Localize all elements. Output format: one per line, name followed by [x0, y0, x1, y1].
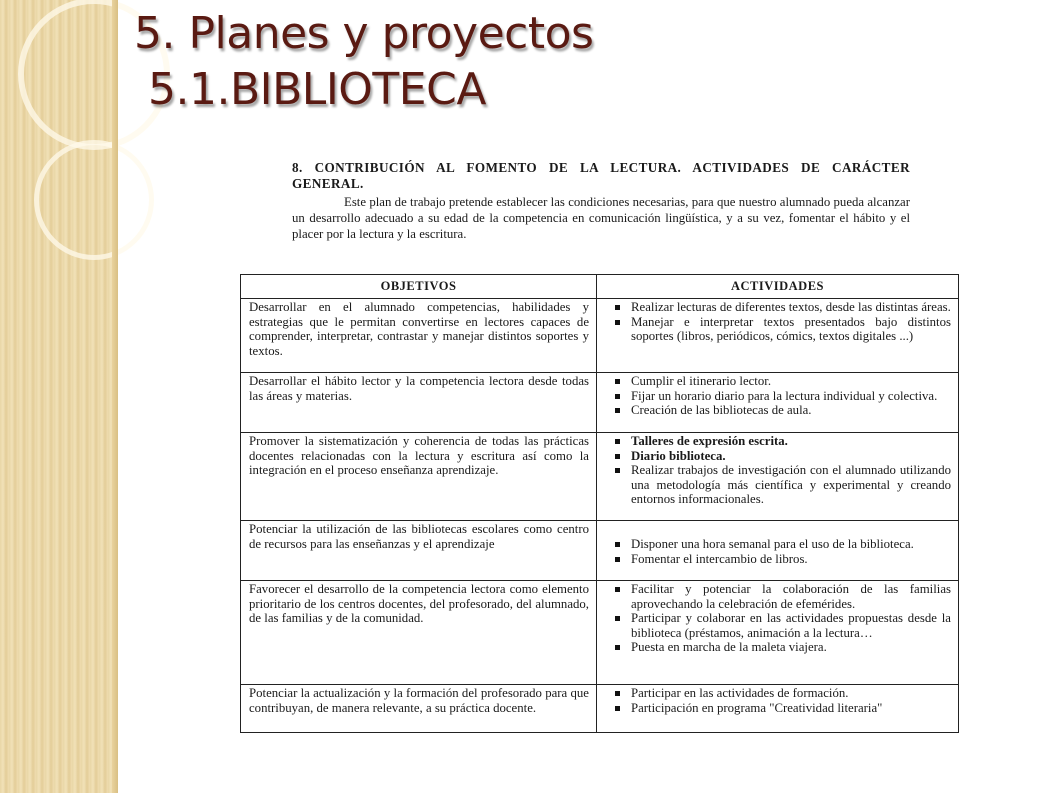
table-row: [241, 373, 959, 433]
actividad-item: Participar y colaborar en las actividades propuestas desde la biblioteca (préstamos, animación a la lectura…: [605, 611, 951, 640]
objetivo-cell: Desarrollar en el alumnado competencias, habilidades y estrategias que le permitan convertirse en lectores capaces de comprender, interpretar, contrastar y manejar distintos soportes y textos.: [241, 299, 597, 373]
objetivo-cell: Potenciar la actualización y la formación del profesorado para que contribuyan, de manera relevante, a su práctica docente.: [241, 685, 597, 733]
section-heading: 8. CONTRIBUCIÓN AL FOMENTO DE LA LECTURA. ACTIVIDADES DE CARÁCTER GENERAL.: [292, 160, 910, 191]
slide-title-line1: 5. Planes y proyectos: [134, 8, 594, 59]
decorative-ring: [34, 140, 154, 260]
actividades-cell: [597, 581, 959, 685]
actividad-item: Fijar un horario diario para la lectura individual y colectiva.: [605, 389, 951, 404]
actividad-item: Fomentar el intercambio de libros.: [605, 552, 951, 567]
slide-title-line2: 5.1.BIBLIOTECA: [148, 64, 486, 115]
table-row: [241, 433, 959, 521]
objetivo-cell: Desarrollar el hábito lector y la competencia lectora desde todas las áreas y materias.: [241, 373, 597, 433]
actividad-item: Realizar trabajos de investigación con el alumnado utilizando una metodología más científica y experimental y creando entornos informacionales.: [605, 463, 951, 507]
actividad-item: Participación en programa "Creatividad literaria": [605, 701, 951, 716]
actividades-cell: [597, 685, 959, 733]
actividades-cell: [597, 521, 959, 581]
column-header-objetivos: OBJETIVOS: [241, 275, 597, 299]
table-row: [241, 685, 959, 733]
table-row: [241, 581, 959, 685]
actividades-cell: [597, 373, 959, 433]
table-header-row: [241, 275, 959, 299]
actividad-item: Creación de las bibliotecas de aula.: [605, 403, 951, 418]
decorative-side-strip: [0, 0, 118, 793]
section-paragraph: Este plan de trabajo pretende establecer las condiciones necesarias, para que nuestro alumnado pueda alcanzar un desarrollo adecuado a su edad de la competencia en comunicación lingüística, y a su vez, fomentar el hábito y el placer por la lectura y la escritura.: [292, 195, 910, 241]
objectives-activities-table: [240, 274, 959, 733]
actividad-item: Puesta en marcha de la maleta viajera.: [605, 640, 951, 655]
actividad-item: Manejar e interpretar textos presentados bajo distintos soportes (libros, periódicos, cómics, textos digitales ...): [605, 315, 951, 344]
actividad-item: Diario biblioteca.: [605, 449, 951, 464]
actividad-item: Cumplir el itinerario lector.: [605, 374, 951, 389]
objetivo-cell: Potenciar la utilización de las bibliotecas escolares como centro de recursos para las enseñanzas y el aprendizaje: [241, 521, 597, 581]
column-header-actividades: ACTIVIDADES: [597, 275, 959, 299]
actividades-cell: [597, 299, 959, 373]
actividad-item: Disponer una hora semanal para el uso de la biblioteca.: [605, 537, 951, 552]
table-row: [241, 521, 959, 581]
slide-title: [134, 6, 593, 118]
actividades-cell: [597, 433, 959, 521]
actividad-item: Facilitar y potenciar la colaboración de las familias aprovechando la celebración de efemérides.: [605, 582, 951, 611]
actividad-item: Realizar lecturas de diferentes textos, desde las distintas áreas.: [605, 300, 951, 315]
actividad-item: Participar en las actividades de formación.: [605, 686, 951, 701]
table-row: [241, 299, 959, 373]
document-section: [292, 160, 910, 242]
objetivo-cell: Promover la sistematización y coherencia de todas las prácticas docentes relacionadas con la lectura y escritura así como la integración en el proceso enseñanza aprendizaje.: [241, 433, 597, 521]
objetivo-cell: Favorecer el desarrollo de la competencia lectora como elemento prioritario de los centros docentes, del profesorado, del alumnado, de las familias y de la comunidad.: [241, 581, 597, 685]
actividad-item: Talleres de expresión escrita.: [605, 434, 951, 449]
